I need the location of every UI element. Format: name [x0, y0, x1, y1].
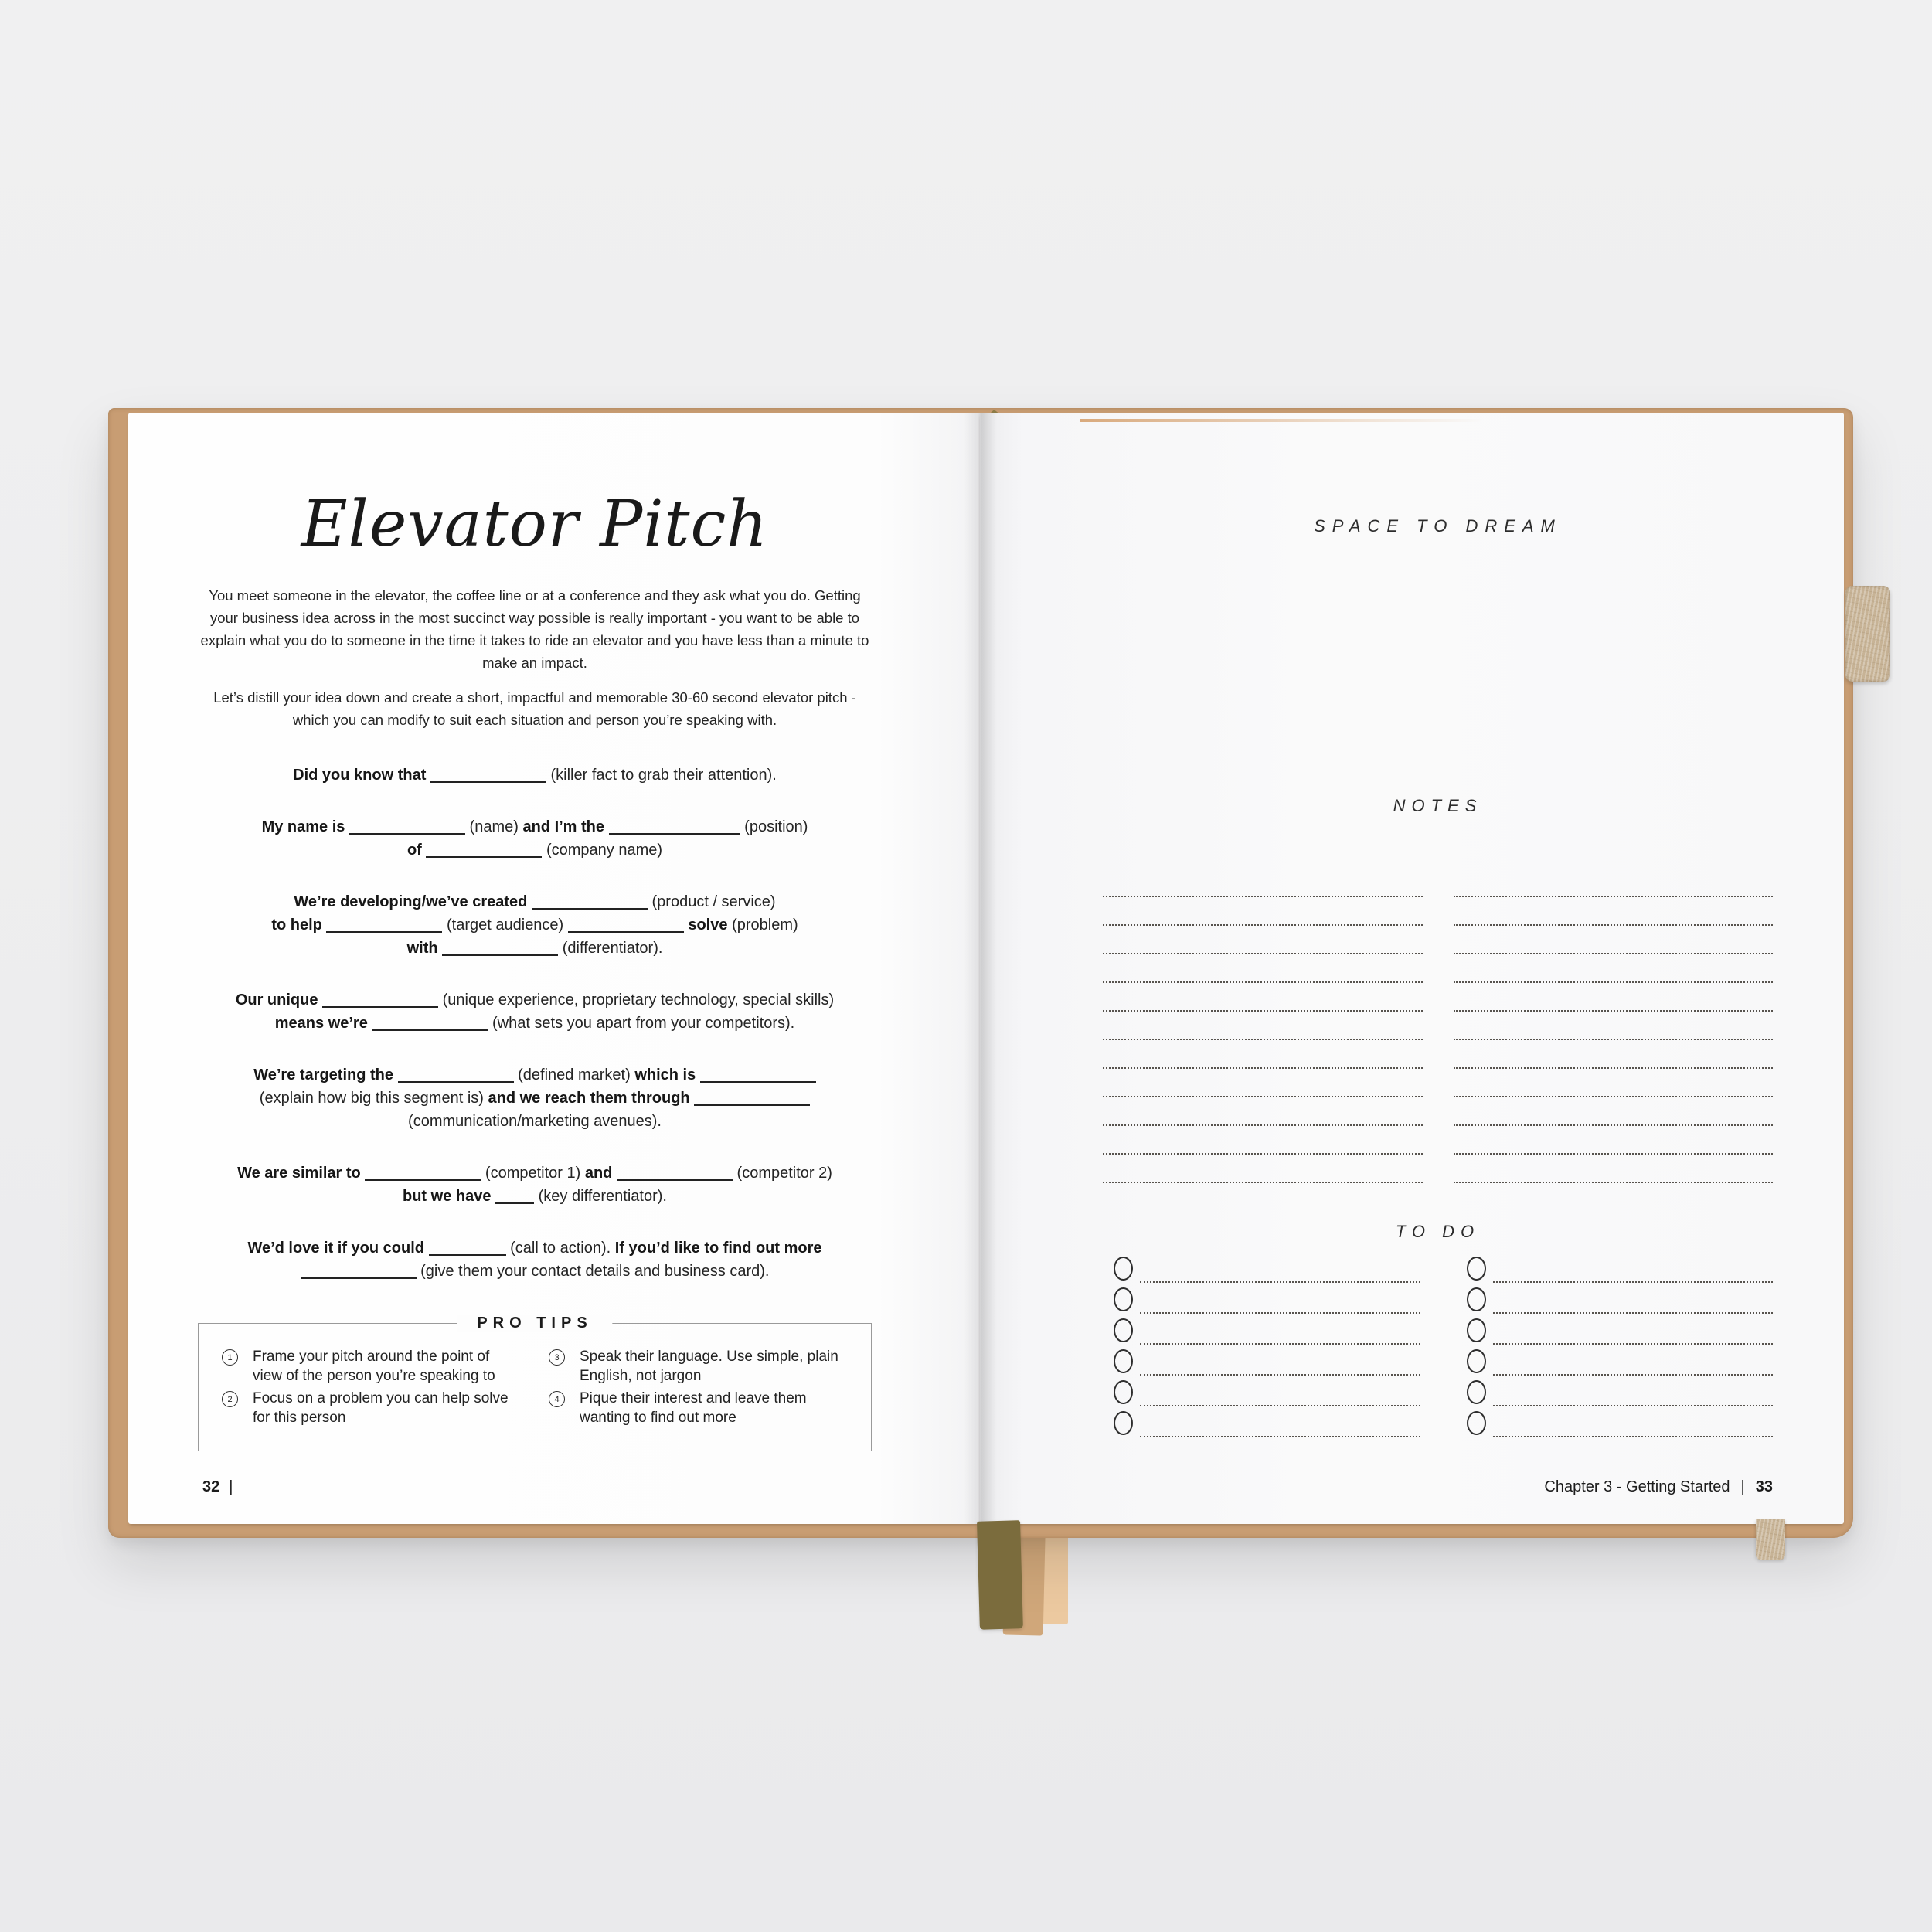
pro-tip-item: [222, 1347, 518, 1386]
intro-paragraph-2: Let’s distill your idea down and create a short, impactful and memorable 30-60 second elevator pitch - which you can modify to suit each situation and person you’re speaking with.: [213, 689, 856, 728]
todo-header: TO DO: [1395, 1222, 1481, 1241]
pitch-lead-text: If you’d like to find out more: [614, 1240, 822, 1257]
todo-line: [1493, 1312, 1774, 1314]
todo-checkbox: [1114, 1257, 1133, 1281]
bookmark-ribbon-olive: [977, 1520, 1023, 1630]
pitch-hint-text: (position): [744, 818, 808, 835]
pitch-line: [198, 1260, 872, 1283]
footer-divider: |: [1740, 1478, 1745, 1495]
blank-line: [322, 1005, 438, 1008]
pitch-section: [198, 890, 872, 960]
pitch-line: [198, 890, 872, 913]
pitch-line: [198, 1110, 872, 1133]
todo-item: [1103, 1256, 1420, 1287]
tip-text: Focus on a problem you can help solve for this person: [253, 1390, 509, 1426]
note-row: [1103, 869, 1773, 897]
pitch-lead-text: means we’re: [274, 1015, 368, 1032]
tip-number-badge: 4: [549, 1391, 565, 1407]
todo-line: [1140, 1436, 1420, 1437]
blank-line: [398, 1080, 514, 1083]
tip-number-badge: 3: [549, 1349, 565, 1366]
pitch-lead-text: Did you know that: [293, 767, 427, 784]
todo-line: [1493, 1405, 1774, 1406]
note-line: [1454, 954, 1774, 983]
blank-line: [426, 855, 542, 858]
blank-line: [442, 954, 558, 956]
pitch-line: [198, 937, 872, 960]
note-row: [1103, 897, 1773, 926]
todo-checkbox: [1114, 1287, 1133, 1311]
pitch-line: [198, 815, 872, 838]
blank-line: [700, 1080, 816, 1083]
todo-item: [1456, 1287, 1774, 1318]
note-row: [1103, 1155, 1773, 1183]
pitch-hint-text: (target audience): [447, 917, 564, 934]
pitch-hint-text: (competitor 1): [485, 1165, 581, 1182]
todo-item: [1103, 1287, 1420, 1318]
todo-item: [1103, 1410, 1420, 1441]
todo-line: [1140, 1312, 1420, 1314]
pitch-lead-text: We’d love it if you could: [247, 1240, 424, 1257]
tip-text: Pique their interest and leave them wanting to find out more: [580, 1390, 807, 1426]
blank-line: [430, 781, 546, 783]
pitch-line: [198, 1236, 872, 1260]
pitch-line: [198, 838, 872, 862]
todo-column: [1103, 1256, 1420, 1441]
pitch-hint-text: (company name): [546, 842, 663, 859]
pitch-hint-text: (differentiator).: [562, 940, 663, 957]
pitch-hint-text: (call to action).: [510, 1240, 611, 1257]
note-row: [1103, 1097, 1773, 1126]
left-page: [128, 413, 980, 1524]
open-book: [108, 408, 1853, 1538]
pro-tips-column: [549, 1347, 845, 1430]
pitch-section: [198, 1063, 872, 1133]
pitch-lead-text: We’re developing/we’ve created: [294, 893, 528, 910]
todo-line: [1140, 1281, 1420, 1283]
note-line: [1103, 983, 1423, 1012]
todo-line: [1140, 1374, 1420, 1376]
note-row: [1103, 954, 1773, 983]
page-title: Elevator Pitch: [301, 488, 769, 561]
note-line: [1454, 1097, 1774, 1126]
note-line: [1103, 1126, 1423, 1155]
right-page-content: [980, 516, 1844, 1441]
pitch-line: [198, 1012, 872, 1035]
footer-divider: |: [229, 1478, 233, 1495]
pitch-section: [198, 764, 872, 787]
pitch-line: [198, 764, 872, 787]
note-row: [1103, 1126, 1773, 1155]
pitch-hint-text: (unique experience, proprietary technology, special skills): [442, 992, 835, 1009]
note-row: [1103, 1040, 1773, 1069]
pitch-lead-text: Our unique: [235, 992, 318, 1009]
pro-tips-column: [222, 1347, 518, 1430]
blank-line: [429, 1253, 506, 1256]
pro-tips-box: [198, 1315, 872, 1451]
todo-column: [1456, 1256, 1774, 1441]
pitch-hint-text: (what sets you apart from your competitors).: [492, 1015, 795, 1032]
pitch-line: [198, 1185, 872, 1208]
note-line: [1103, 1069, 1423, 1097]
intro-paragraph-1: You meet someone in the elevator, the coffee line or at a conference and they ask what you do. Getting your business idea across in the most succinct way possible is really important - you want to be able to explain what you do to someone in the time it takes to ride an elevator and you have less than a minute to make an impact.: [200, 587, 869, 671]
note-line: [1103, 869, 1423, 897]
pitch-hint-text: (communication/marketing avenues).: [408, 1113, 662, 1130]
note-line: [1454, 869, 1774, 897]
todo-item: [1456, 1410, 1774, 1441]
pitch-line: [198, 913, 872, 937]
blank-line: [495, 1202, 534, 1204]
todo-line: [1493, 1374, 1774, 1376]
blank-line: [365, 1179, 481, 1181]
blank-line: [617, 1179, 733, 1181]
pitch-lead-text: We’re targeting the: [253, 1066, 393, 1083]
note-line: [1454, 1155, 1774, 1183]
pro-tip-item: [549, 1347, 845, 1386]
pitch-line: [198, 1063, 872, 1087]
pitch-line: [198, 988, 872, 1012]
pro-tips-title: PRO TIPS: [457, 1315, 612, 1332]
todo-line: [1493, 1281, 1774, 1283]
pitch-hint-text: (explain how big this segment is): [259, 1090, 484, 1107]
pitch-lead-text: and we reach them through: [488, 1090, 690, 1107]
todo-checkbox: [1467, 1349, 1486, 1373]
blank-line: [326, 930, 442, 933]
note-line: [1103, 1040, 1423, 1069]
pitch-lead-text: which is: [634, 1066, 696, 1083]
pitch-line: [198, 1087, 872, 1110]
tip-number-badge: 1: [222, 1349, 238, 1366]
pitch-section: [198, 988, 872, 1035]
todo-item: [1103, 1318, 1420, 1349]
todo-list: [1103, 1256, 1773, 1441]
todo-item: [1456, 1349, 1774, 1379]
space-to-dream-header: SPACE TO DREAM: [1314, 516, 1562, 536]
left-page-footer: [202, 1478, 233, 1496]
note-line: [1454, 897, 1774, 926]
pro-tip-item: [222, 1389, 518, 1427]
note-line: [1103, 926, 1423, 954]
note-line: [1454, 1126, 1774, 1155]
pitch-lead-text: but we have: [403, 1188, 492, 1205]
tip-text: Frame your pitch around the point of view of the person you’re speaking to: [253, 1349, 495, 1384]
blank-line: [301, 1277, 417, 1279]
chapter-label: Chapter 3 - Getting Started: [1544, 1478, 1730, 1495]
pitch-line: [198, 1162, 872, 1185]
pitch-hint-text: (product / service): [651, 893, 776, 910]
todo-checkbox: [1114, 1411, 1133, 1435]
blank-line: [372, 1029, 488, 1031]
pitch-section: [198, 815, 872, 862]
blank-line: [349, 832, 465, 835]
todo-line: [1493, 1436, 1774, 1437]
pitch-section: [198, 1236, 872, 1283]
pitch-section: [198, 1162, 872, 1208]
note-line: [1454, 1012, 1774, 1040]
note-row: [1103, 983, 1773, 1012]
tip-number-badge: 2: [222, 1391, 238, 1407]
todo-item: [1103, 1349, 1420, 1379]
todo-line: [1493, 1343, 1774, 1345]
pro-tip-item: [549, 1389, 845, 1427]
blank-line: [694, 1104, 810, 1106]
pitch-lead-text: and I’m the: [522, 818, 605, 835]
blank-line: [568, 930, 684, 933]
notes-header: NOTES: [1393, 796, 1483, 815]
note-line: [1454, 1040, 1774, 1069]
pitch-lead-text: and: [584, 1165, 613, 1182]
left-page-content: [128, 488, 980, 1451]
todo-item: [1103, 1379, 1420, 1410]
pitch-lead-text: We are similar to: [237, 1165, 361, 1182]
pitch-hint-text: (name): [469, 818, 519, 835]
todo-item: [1456, 1379, 1774, 1410]
pro-tips-columns: [222, 1347, 845, 1430]
todo-checkbox: [1467, 1380, 1486, 1404]
note-line: [1103, 954, 1423, 983]
pitch-lead-text: My name is: [261, 818, 345, 835]
todo-checkbox: [1114, 1318, 1133, 1342]
pitch-hint-text: (competitor 2): [736, 1165, 832, 1182]
pitch-lead-text: to help: [271, 917, 322, 934]
blank-line: [609, 832, 740, 835]
todo-checkbox: [1467, 1257, 1486, 1281]
note-row: [1103, 926, 1773, 954]
elastic-band-bottom: [1756, 1519, 1785, 1560]
note-line: [1454, 983, 1774, 1012]
pitch-hint-text: (killer fact to grab their attention).: [550, 767, 777, 784]
todo-line: [1140, 1405, 1420, 1406]
todo-checkbox: [1467, 1287, 1486, 1311]
note-line: [1454, 1069, 1774, 1097]
todo-checkbox: [1114, 1380, 1133, 1404]
notes-lines: [1103, 869, 1773, 1183]
page-number: 33: [1755, 1478, 1773, 1495]
note-line: [1103, 1155, 1423, 1183]
todo-checkbox: [1467, 1318, 1486, 1342]
note-line: [1103, 1097, 1423, 1126]
pitch-hint-text: (problem): [732, 917, 798, 934]
todo-line: [1140, 1343, 1420, 1345]
page-number: 32: [202, 1478, 220, 1495]
todo-checkbox: [1467, 1411, 1486, 1435]
pitch-lead-text: with: [406, 940, 438, 957]
right-page: [980, 413, 1844, 1524]
pitch-lead-text: solve: [688, 917, 728, 934]
pitch-hint-text: (key differentiator).: [538, 1188, 667, 1205]
note-line: [1454, 926, 1774, 954]
note-row: [1103, 1012, 1773, 1040]
pitch-hint-text: (give them your contact details and business card).: [420, 1263, 770, 1280]
right-page-footer: [1544, 1478, 1773, 1496]
elastic-band: [1845, 586, 1890, 682]
todo-checkbox: [1114, 1349, 1133, 1373]
todo-item: [1456, 1256, 1774, 1287]
todo-item: [1456, 1318, 1774, 1349]
note-line: [1103, 897, 1423, 926]
blank-line: [532, 907, 648, 910]
pitch-lead-text: of: [406, 842, 422, 859]
note-row: [1103, 1069, 1773, 1097]
note-line: [1103, 1012, 1423, 1040]
tip-text: Speak their language. Use simple, plain English, not jargon: [580, 1349, 838, 1384]
pitch-hint-text: (defined market): [518, 1066, 631, 1083]
pitch-fill-in-template: [198, 764, 872, 1283]
